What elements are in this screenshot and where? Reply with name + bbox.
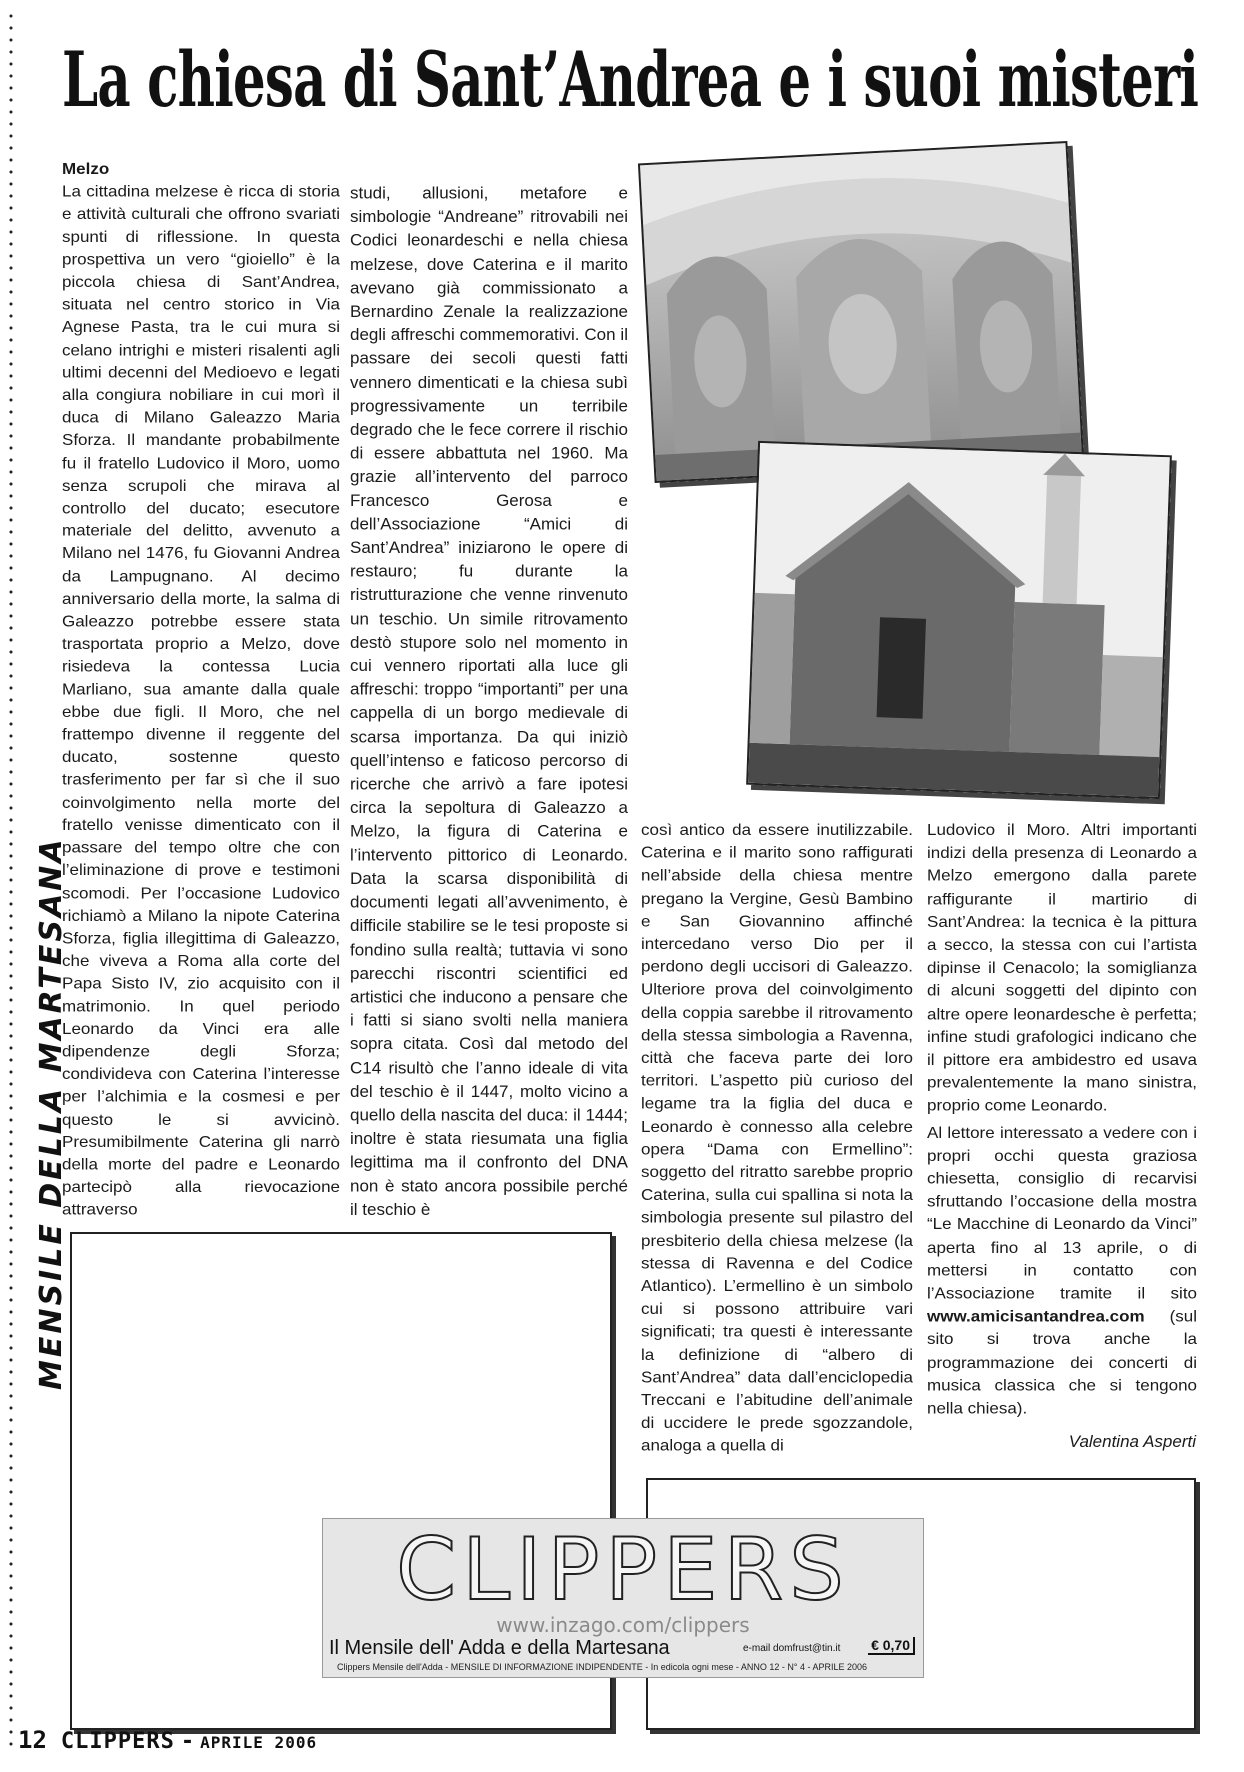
page-footer — [18, 1726, 317, 1762]
footer-separator: - — [180, 1729, 195, 1754]
column-4-paragraph-2 — [927, 1122, 1197, 1421]
fresco-interior-photo — [638, 141, 1084, 483]
church-exterior-photo — [746, 441, 1172, 799]
article-column-4 — [927, 819, 1197, 1420]
masthead-info-line: Clippers Mensile dell'Adda - MENSILE DI INFORMAZIONE INDIPENDENTE - In edicola ogni mese - ANNO 12 - N° 4 - APRILE 2006 — [337, 1662, 867, 1672]
masthead-price: € 0,70 — [868, 1637, 915, 1655]
footer-date: APRILE 2006 — [200, 1733, 318, 1752]
side-title-text: MENSILE DELLA MARTESANA — [34, 836, 69, 1390]
association-website-link[interactable]: www.amicisantandrea.com — [927, 1307, 1145, 1326]
column-1-text: La cittadina melzese è ricca di storia e attività culturali che offrono svariati spunti di riflessione. In questa prospettiva un vero “gioiello” è la piccola chiesa di Sant’Andrea, situata nel centro storico in Via Agnese Pasta, tra le cui mura si celano intrighi e misteri risalenti agli ultimi decenni del Medioevo e legati alla congiura nobiliare in cui morì il duca di Milano Galeazzo Maria Sforza. Il mandante probabilmente fu il fratello Ludovico il Moro, uomo senza scrupoli che mirava al controllo del ducato; esecutore materiale del delitto, avvenuto a Milano nel 1476, fu Giovanni Andrea da Lampugnano. Al decimo anniversario della morte, la salma di Galeazzo potrebbe essere stata trasportata proprio a Melzo, dove risiedeva la contessa Lucia Marliano, sua amante dalla quale ebbe due figli. Il Moro, che nel frattempo divenne il reggente del ducato, sostenne questo trasferimento per far sì che il suo coinvolgimento nella morte del fratello venisse dimenticato con il passare del tempo oltre che con l’eliminazione di prove e testimoni scomodi. Per l’occasione Ludovico richiamò a Milano la nipote Caterina Sforza, figlia illegittima di Galeazzo, che viveva a Roma alla corte del Papa Sisto IV, zio acquisito con il matrimonio. In quel periodo Leonardo da Vinci era alle dipendenze degli Sforza; condivideva con Caterina l’interesse per l’alchimia e la cosmesi e per questo le si avvicinò. Presumibilmente Caterina gli narrò della morte del padre e Leonardo partecipò alla rievocazione attraverso — [62, 182, 340, 1219]
masthead-title: CLIPPERS — [396, 1520, 850, 1620]
column-2-text: studi, allusioni, metafore e simbologie “Andreane” ritrovabili nei Codici leonardeschi e nella chiesa melzese, dove Caterina e il marito avevano già commissionato a Bernardino Zenale la realizzazione degli affreschi commemorativi. Con il passare dei secoli questi fatti vennero dimenticati e la chiesa subì progressivamente un terribile degrado che le fece correre il rischio di essere abbattuta nel 1960. Ma grazie all’intervento del parroco Francesco Gerosa e dell’Associazione “Amici di Sant’Andrea” iniziarono le opere di restauro; fu durante la ristrutturazione che venne rinvenuto un teschio. Un simile ritrovamento destò stupore solo nel momento in cui vennero riportati alla luce gli affreschi: troppo “importanti” per una cappella di un borgo medievale di scarsa importanza. Da qui iniziò quell’intenso e faticoso percorso di ricerche che arrivò a fare ipotesi circa la sepoltura di Galeazzo a Melzo, la figura di Caterina e l’intervento pittorico di Leonardo. Data la scarsa disponibilità di documenti legati all’avvenimento, è difficile stabilire se le tesi proposte si fondino sulla realtà; tuttavia vi sono parecchi riscontri scientifici ed artistici che inducono a pensare che i fatti si siano svolti nella maniera sopra citata. Così dal metodo del C14 risultò che l’anno ideale di vita del teschio è il 1447, molto vicino a quello della nascita del duca: il 1444; inoltre è stata riesumata una figlia legittima ma il confronto del DNA non è stato ancora possibile perché il teschio è — [350, 183, 628, 1219]
article-place: Melzo — [62, 159, 110, 178]
column-4-paragraph-1: Ludovico il Moro. Altri importanti indizi della presenza di Leonardo a Melzo emergono dalla parete raffigurante il martirio di Sant’Andrea: la tecnica è la pittura a secco, la stessa con cui l’artista dipinse il Cenacolo; la somiglianza di alcuni soggetti del dipinto con altre opere leonardesche è perfetta; infine studi grafologici indicano che il pittore era ambidestro ed usava prevalentemente la mano sinistra, proprio come Leonardo. — [927, 820, 1197, 1115]
column-4-text-b: (sul sito si trova anche la programmazione dei concerti di musica classica che si tengono nella chiesa). — [927, 1307, 1197, 1418]
masthead-subtitle: Il Mensile dell' Adda e della Martesana — [329, 1637, 670, 1659]
fresco-illustration — [640, 143, 1082, 481]
side-title — [34, 836, 69, 1400]
article-headline: La chiesa di Sant’Andrea e i suoi misteri — [62, 35, 1199, 125]
column-3-text: così antico da essere inutilizzabile. Caterina e il marito sono raffigurati nell’abside della chiesa mentre pregano la Vergine, Gesù Bambino e San Giovannino affinché intercedano verso Dio per il perdono degli uccisori di Galeazzo. Ulteriore prova del coinvolgimento della coppia sarebbe il ritrovamento della stessa simbologia a Ravenna, città che faceva parte dei loro territori. L’aspetto più curioso del legame tra la figlia del duca e Leonardo è connesso alla celebre opera “Dama con Ermellino”: soggetto del ritratto sarebbe proprio Caterina, sulla cui spallina si nota la simbologia presente sul pilastro del presbiterio della chiesa melzese (la stessa di Ravenna e del Codice Atlantico). L’ermellino è un simbolo cui si possono attribuire vari significati; tra questi è interessante la definizione di “albero di Sant’Andrea” data dall’enciclopedia Treccani e l’abitudine dell’animale di uccidere le prede sgozzandole, analoga a quella di — [641, 820, 913, 1455]
footer-magazine-name: CLIPPERS — [60, 1729, 175, 1754]
column-4-text-a: Al lettore interessato a vedere con i propri occhi questa graziosa chiesetta, consiglio di recarvisi sfruttando l’occasione della mostra “Le Macchine di Leonardo da Vinci” aperta fino al 13 aprile, o di mettersi in contatto con l’Associazione tramite il sito — [927, 1123, 1197, 1303]
author-signature: Valentina Asperti — [1068, 1432, 1196, 1451]
dotted-border-left — [8, 10, 14, 1750]
clippers-masthead — [322, 1518, 924, 1678]
masthead-email[interactable]: e-mail domfrust@tin.it — [743, 1643, 841, 1654]
masthead-url[interactable]: www.inzago.com/clippers — [496, 1613, 750, 1637]
article-column-3 — [641, 819, 913, 1458]
church-illustration — [748, 443, 1170, 797]
page-number: 12 — [18, 1726, 47, 1754]
article-column-1 — [62, 158, 340, 1222]
article-column-2 — [350, 182, 628, 1222]
